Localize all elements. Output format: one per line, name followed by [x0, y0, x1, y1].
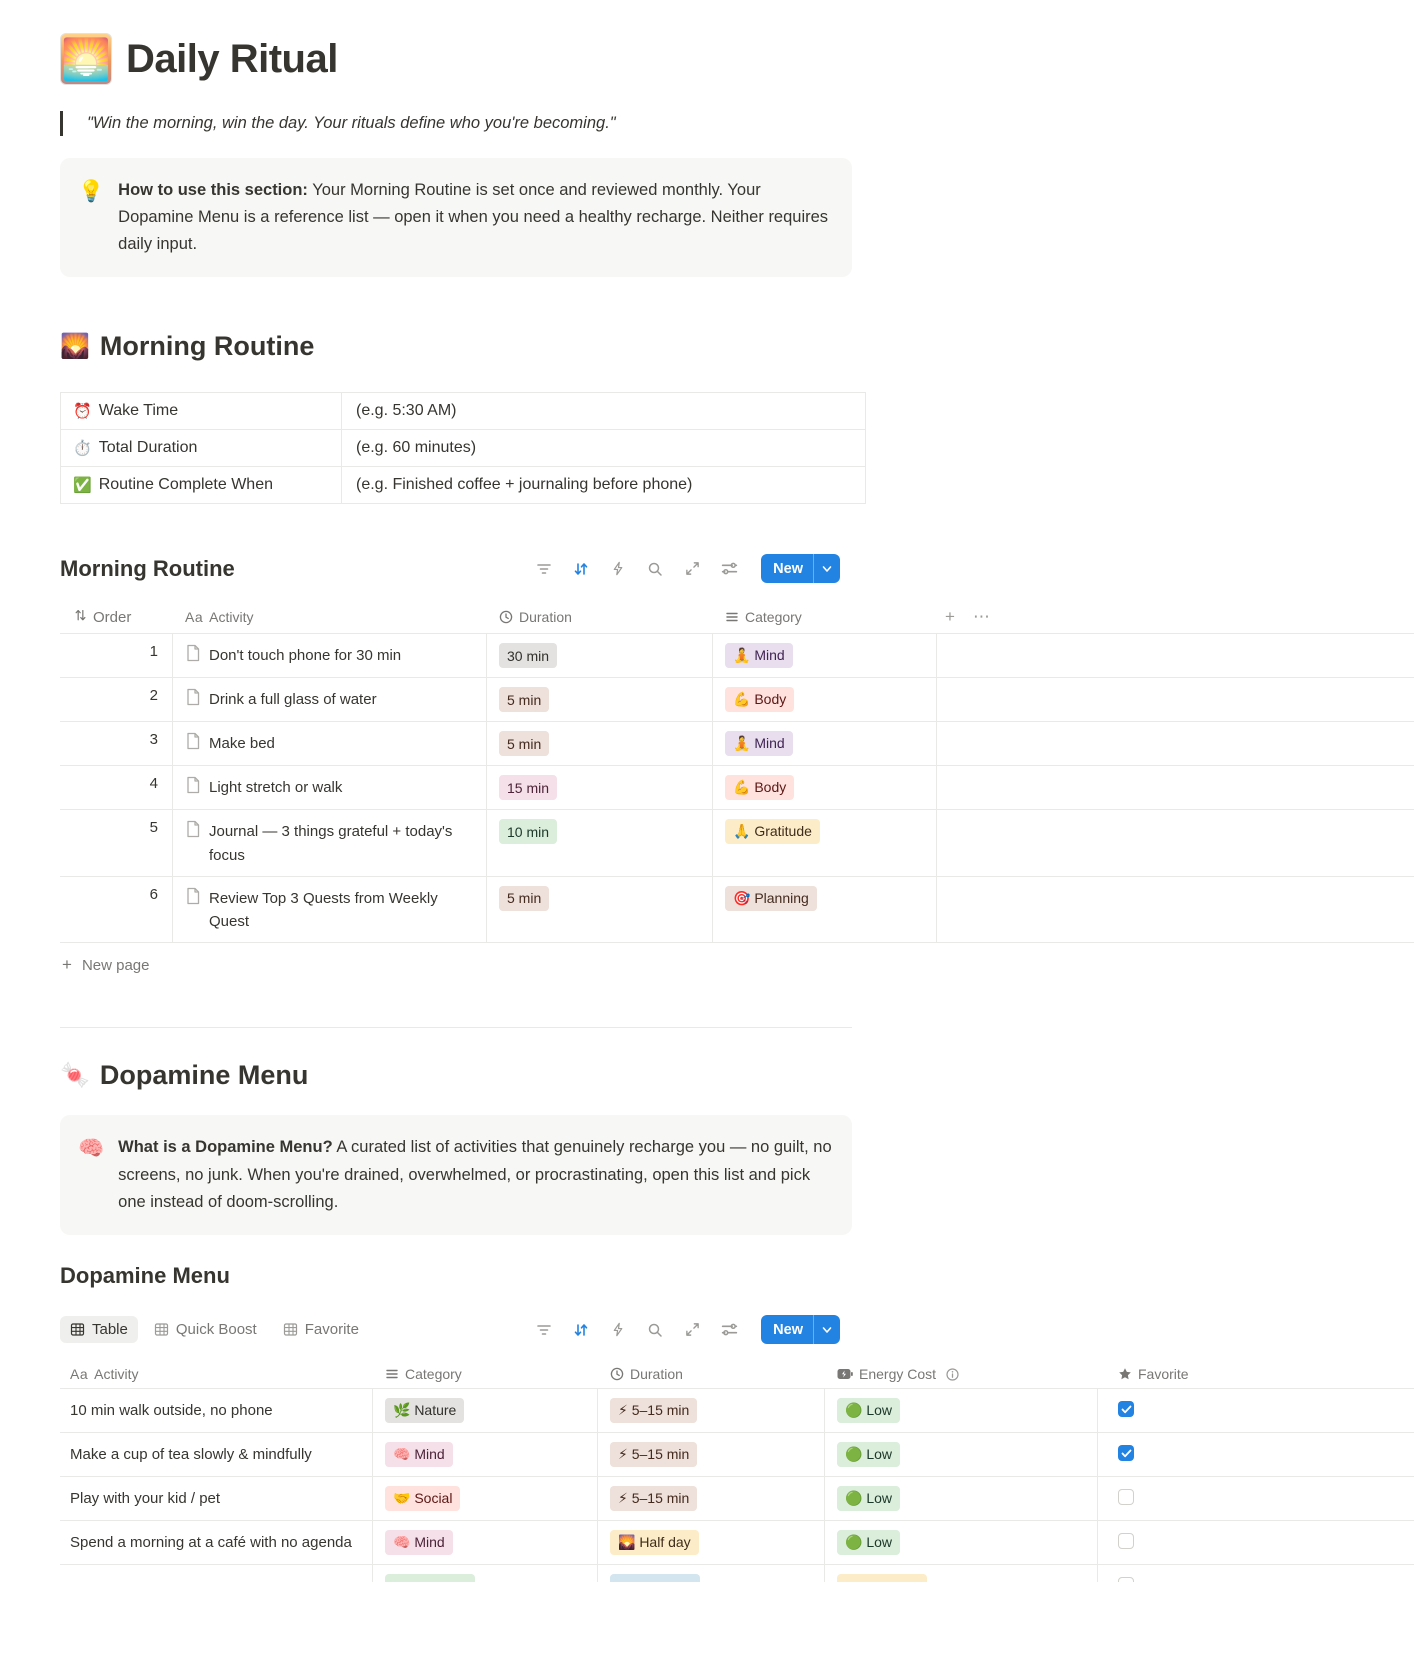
category-cell[interactable]: [713, 634, 937, 677]
duration-badge: ⚡ 5–15 min: [610, 1398, 697, 1423]
duration-cell[interactable]: [598, 1389, 825, 1432]
duration-cell[interactable]: [487, 678, 713, 721]
automation-lightning-icon[interactable]: [609, 1321, 627, 1339]
view-settings-icon[interactable]: [720, 1321, 738, 1339]
view-tabs: [60, 1316, 369, 1343]
activity-title: Make bed: [209, 735, 275, 753]
dopamine-db-title: Dopamine Menu: [60, 1263, 230, 1289]
view-settings-icon[interactable]: [720, 560, 738, 578]
energy-cost-cell[interactable]: [825, 1565, 1098, 1582]
category-badge: 🤝 Social: [385, 1486, 460, 1511]
activity-title: Review Top 3 Quests from Weekly Quest: [209, 889, 438, 931]
activity-cell[interactable]: [173, 678, 487, 721]
duration-cell[interactable]: [598, 1477, 825, 1520]
energy-cost-cell[interactable]: [825, 1433, 1098, 1476]
sunrise-emoji: 🌅: [61, 37, 111, 82]
clock-icon: [499, 610, 513, 624]
duration-cell[interactable]: [487, 634, 713, 677]
category-badge: 💪 Body: [725, 775, 794, 800]
activity-cell[interactable]: [173, 722, 487, 765]
tab-quick-boost-label: Quick Boost: [175, 1321, 257, 1339]
energy-cost-badge: 🟢 Low: [837, 1442, 900, 1467]
activity-cell[interactable]: [173, 810, 487, 876]
table-view-icon: [70, 1322, 85, 1337]
dopamine-callout: [60, 1115, 852, 1235]
sort-arrows-icon: [74, 610, 87, 624]
info-icon[interactable]: [946, 1368, 959, 1381]
order-cell[interactable]: 2: [60, 678, 173, 721]
how-to-callout-text: How to use this section: Your Morning Routine is set once and reviewed monthly. Your Dopamine Menu is a reference list — open it when you need a healthy recharge. Neither requires daily input.: [118, 180, 829, 254]
wake-time-key-cell[interactable]: [61, 393, 342, 429]
duration-cell[interactable]: [598, 1521, 825, 1564]
empty-cell[interactable]: [937, 678, 1010, 721]
favorite-checkbox[interactable]: [1118, 1401, 1134, 1417]
category-cell[interactable]: [713, 810, 937, 876]
page-icon: [185, 732, 201, 750]
brain-icon: 🧠: [78, 1137, 105, 1161]
column-header-category[interactable]: [373, 1360, 598, 1388]
search-icon[interactable]: [646, 560, 664, 578]
morning-routine-heading: [60, 331, 1414, 362]
column-header-energy-cost[interactable]: [825, 1360, 1098, 1388]
category-header-label: Category: [405, 1366, 462, 1383]
tab-quick-boost[interactable]: [144, 1316, 267, 1343]
activity-title: Make a cup of tea slowly & mindfully: [70, 1446, 312, 1464]
morning-properties-table: [60, 392, 866, 504]
page-icon: [185, 776, 201, 794]
total-duration-value-cell[interactable]: (e.g. 60 minutes): [356, 439, 477, 457]
routine-complete-value-cell[interactable]: (e.g. Finished coffee + journaling before phone): [356, 476, 693, 494]
table-row: [60, 634, 1414, 678]
category-cell[interactable]: [373, 1389, 598, 1432]
page-header: [60, 33, 1414, 85]
expand-icon[interactable]: [683, 1321, 701, 1339]
column-header-favorite[interactable]: [1098, 1360, 1414, 1388]
dopamine-menu-heading: [60, 1060, 1414, 1091]
routine-complete-label: Routine Complete When: [98, 476, 273, 494]
duration-badge: 30 min: [499, 643, 557, 668]
duration-badge: 5 min: [499, 731, 549, 756]
dopamine-menu-table: [60, 1360, 1414, 1582]
favorite-checkbox[interactable]: [1118, 1577, 1134, 1582]
table-row: [60, 678, 1414, 722]
table-row-partial: [60, 1565, 1414, 1582]
energy-cost-badge: 🟢 Low: [837, 1530, 900, 1555]
text-type-icon: Aa: [70, 1366, 89, 1383]
divider: [60, 1027, 852, 1028]
duration-badge: [610, 1574, 700, 1582]
tab-table-label: Table: [92, 1321, 128, 1339]
favorite-cell: [1098, 1565, 1414, 1582]
favorite-cell: [1098, 1521, 1414, 1564]
automation-lightning-icon[interactable]: [609, 560, 627, 578]
table-row: [60, 1477, 1414, 1521]
favorite-header-label: Favorite: [1138, 1366, 1189, 1383]
tab-table[interactable]: [60, 1316, 138, 1343]
page-icon: [185, 887, 201, 905]
dopamine-menu-heading-label: Dopamine Menu: [99, 1060, 309, 1091]
new-button[interactable]: [761, 1315, 840, 1344]
order-cell[interactable]: 5: [60, 810, 173, 876]
table-row: [60, 722, 1414, 766]
duration-cell[interactable]: [487, 766, 713, 809]
sort-icon[interactable]: [572, 1321, 590, 1339]
activity-title: Spend a morning at a café with no agenda: [70, 1534, 352, 1552]
table-row: [60, 877, 1414, 944]
wake-time-label: Wake Time: [98, 402, 179, 420]
duration-badge: 10 min: [499, 819, 557, 844]
page-icon-sunrise[interactable]: [60, 33, 112, 85]
candy-icon: 🍬: [60, 1062, 90, 1090]
alarm-clock-icon: ⏰: [73, 403, 92, 421]
category-badge: 💪 Body: [725, 687, 794, 712]
activity-title: Play with your kid / pet: [70, 1490, 221, 1508]
empty-cell[interactable]: [937, 877, 1010, 943]
duration-header-label: Duration: [519, 609, 572, 626]
column-header-activity[interactable]: [60, 1360, 373, 1388]
activity-title: Journal — 3 things grateful + today's focus: [209, 823, 453, 864]
tab-favorite-label: Favorite: [304, 1321, 359, 1339]
activity-cell[interactable]: [60, 1433, 373, 1476]
category-header-label: Category: [745, 609, 802, 626]
empty-cell[interactable]: [937, 722, 1010, 765]
routine-complete-key-cell[interactable]: [61, 467, 342, 503]
category-cell[interactable]: [713, 766, 937, 809]
empty-cell[interactable]: [937, 810, 1010, 876]
select-lines-icon: [385, 1367, 399, 1381]
activity-cell[interactable]: [173, 766, 487, 809]
energy-cost-badge: 🟢 Low: [837, 1486, 900, 1511]
search-icon[interactable]: [646, 1321, 664, 1339]
clock-icon: [610, 1367, 624, 1381]
table-row: [61, 467, 865, 504]
new-button[interactable]: [761, 554, 840, 583]
category-badge: 🎯 Planning: [725, 886, 817, 911]
column-header-duration[interactable]: [598, 1360, 825, 1388]
table-row: [61, 430, 865, 467]
select-lines-icon: [725, 610, 739, 624]
favorite-checkbox[interactable]: [1118, 1445, 1134, 1461]
activity-cell[interactable]: [173, 634, 487, 677]
star-icon: [1118, 1367, 1132, 1381]
category-badge: 🧠 Mind: [385, 1530, 453, 1555]
column-header-activity[interactable]: [173, 601, 487, 633]
empty-cell[interactable]: [937, 766, 1010, 809]
activity-title: Don't touch phone for 30 min: [209, 647, 402, 665]
stopwatch-icon: ⏱️: [73, 440, 92, 458]
duration-badge: 5 min: [499, 687, 549, 712]
activity-cell[interactable]: [60, 1521, 373, 1564]
order-cell[interactable]: 4: [60, 766, 173, 809]
category-cell[interactable]: [713, 678, 937, 721]
energy-cost-cell[interactable]: [825, 1477, 1098, 1520]
page-icon: [185, 644, 201, 662]
category-cell[interactable]: [713, 877, 937, 943]
energy-cost-cell[interactable]: [825, 1389, 1098, 1432]
total-duration-key-cell[interactable]: [61, 430, 342, 466]
morning-db-title: Morning Routine: [60, 555, 235, 581]
wake-time-value-cell[interactable]: (e.g. 5:30 AM): [356, 402, 457, 420]
plus-icon: +: [62, 955, 72, 975]
category-badge: 🙏 Gratitude: [725, 819, 820, 844]
check-mark-icon: ✅: [73, 477, 92, 495]
table-view-icon: [283, 1322, 298, 1337]
column-header-duration[interactable]: [487, 601, 713, 633]
table-options-button[interactable]: ⋯: [972, 607, 990, 627]
category-badge: 🧠 Mind: [385, 1442, 453, 1467]
filter-icon[interactable]: [535, 1321, 553, 1339]
category-badge: 🌿 Nature: [385, 1398, 464, 1423]
page-icon: [185, 820, 201, 838]
energy-cost-header-label: Energy Cost: [859, 1366, 937, 1383]
morning-routine-heading-label: Morning Routine: [99, 331, 315, 362]
category-cell[interactable]: [373, 1521, 598, 1564]
duration-badge: ⚡ 5–15 min: [610, 1486, 697, 1511]
new-button-label: New: [773, 560, 803, 577]
sort-icon[interactable]: [572, 560, 590, 578]
duration-cell[interactable]: [487, 877, 713, 943]
duration-badge: ⚡ 5–15 min: [610, 1442, 697, 1467]
new-button-label: New: [773, 1321, 803, 1338]
category-badge: [385, 1574, 475, 1582]
new-page-button[interactable]: [60, 943, 840, 987]
favorite-checkbox[interactable]: [1118, 1489, 1134, 1505]
favorite-cell: [1098, 1433, 1414, 1476]
table-row: [60, 1521, 1414, 1565]
text-type-icon: Aa: [185, 609, 204, 626]
page-title: Daily Ritual: [126, 36, 338, 81]
activity-title: Light stretch or walk: [209, 779, 343, 797]
activity-cell[interactable]: [60, 1477, 373, 1520]
activity-title: 10 min walk outside, no phone: [70, 1402, 273, 1420]
duration-cell[interactable]: [487, 810, 713, 876]
page-icon: [185, 688, 201, 706]
category-badge: 🧘 Mind: [725, 643, 793, 668]
duration-cell[interactable]: [487, 722, 713, 765]
order-cell[interactable]: 1: [60, 634, 173, 677]
empty-cell[interactable]: [937, 634, 1010, 677]
chevron-down-icon[interactable]: [814, 1315, 840, 1344]
category-cell[interactable]: [713, 722, 937, 765]
energy-cost-badge: [837, 1574, 927, 1582]
activity-cell[interactable]: [173, 877, 487, 943]
duration-header-label: Duration: [630, 1366, 683, 1383]
table-row: [60, 1389, 1414, 1433]
column-header-order[interactable]: [60, 601, 173, 633]
new-page-label: New page: [81, 956, 150, 974]
morning-routine-table: [60, 601, 1414, 943]
expand-icon[interactable]: [683, 560, 701, 578]
activity-cell[interactable]: [60, 1565, 373, 1582]
energy-cost-badge: 🟢 Low: [837, 1398, 900, 1423]
table-row: [60, 766, 1414, 810]
duration-badge: 🌄 Half day: [610, 1530, 699, 1555]
table-row: [60, 1433, 1414, 1477]
tab-favorite[interactable]: [273, 1316, 369, 1343]
order-cell[interactable]: 3: [60, 722, 173, 765]
order-header-label: Order: [93, 608, 132, 626]
how-to-callout: [60, 158, 852, 278]
lightbulb-icon: 💡: [78, 179, 105, 203]
category-cell[interactable]: [373, 1477, 598, 1520]
table-row: [60, 810, 1414, 877]
add-column-button[interactable]: +: [945, 607, 955, 627]
duration-cell[interactable]: [598, 1433, 825, 1476]
dopamine-callout-text: What is a Dopamine Menu? A curated list of activities that genuinely recharge you — no guilt, no screens, no junk. When you're drained, overwhelmed, or procrastinating, open this list and pick one instead of doom-scrolling.: [118, 1138, 832, 1211]
battery-charging-icon: [837, 1368, 853, 1380]
activity-header-label: Activity: [94, 1366, 139, 1383]
favorite-cell: [1098, 1477, 1414, 1520]
filter-icon[interactable]: [535, 560, 553, 578]
favorite-checkbox[interactable]: [1118, 1533, 1134, 1549]
category-cell[interactable]: [373, 1433, 598, 1476]
duration-cell[interactable]: [598, 1565, 825, 1582]
order-cell[interactable]: 6: [60, 877, 173, 943]
duration-badge: 15 min: [499, 775, 557, 800]
activity-title: Drink a full glass of water: [209, 691, 377, 709]
table-view-icon: [154, 1322, 169, 1337]
energy-cost-cell[interactable]: [825, 1521, 1098, 1564]
activity-cell[interactable]: [60, 1389, 373, 1432]
column-header-category[interactable]: [713, 601, 937, 633]
duration-badge: 5 min: [499, 886, 549, 911]
chevron-down-icon[interactable]: [814, 554, 840, 583]
sunrise-mountains-icon: 🌄: [60, 333, 90, 361]
table-row: [61, 393, 865, 430]
activity-header-label: Activity: [209, 609, 254, 626]
quote-block: "Win the morning, win the day. Your rituals define who you're becoming.": [60, 111, 852, 136]
total-duration-label: Total Duration: [98, 439, 198, 457]
category-cell[interactable]: [373, 1565, 598, 1582]
category-badge: 🧘 Mind: [725, 731, 793, 756]
favorite-cell: [1098, 1389, 1414, 1432]
